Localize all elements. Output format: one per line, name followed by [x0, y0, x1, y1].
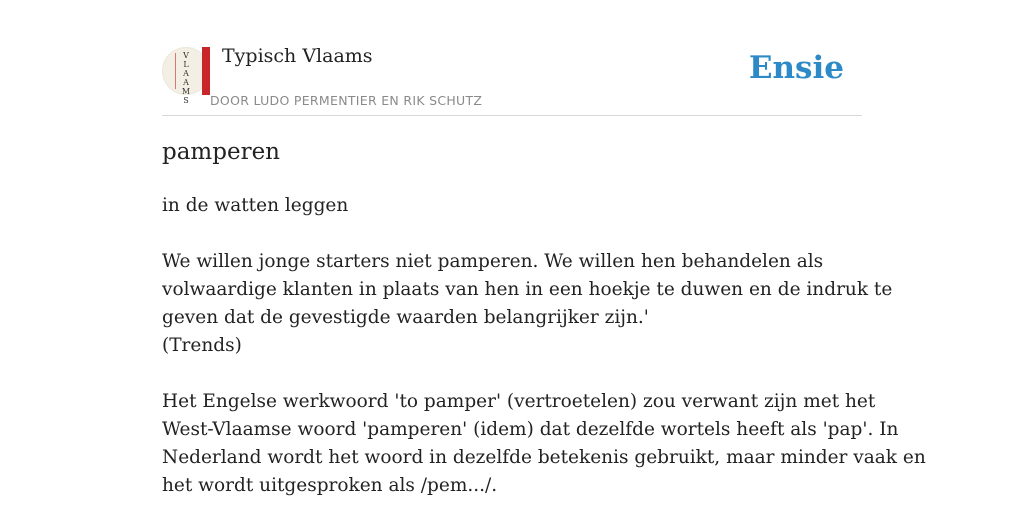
cover-letters: V L A A M S [181, 51, 191, 105]
example-line: volwaardige klanten in plaats van hen in een hoekje te duwen en de indruk te [162, 279, 893, 300]
book-cover-icon[interactable] [162, 47, 210, 105]
cover-red-band [202, 47, 210, 95]
example-source: (Trends) [162, 335, 242, 356]
explanation [162, 388, 926, 500]
definition-text: in de watten leggen [162, 195, 349, 216]
explanation-line: het wordt uitgesproken als /pem.../. [162, 475, 498, 496]
byline: DOOR LUDO PERMENTIER EN RIK SCHUTZ [210, 93, 483, 108]
explanation-line: West-Vlaamse woord 'pamperen' (idem) dat dezelfde wortels heeft als 'pap'. In [162, 419, 899, 440]
example-quote [162, 248, 893, 360]
entry-word: pamperen [162, 139, 280, 165]
entry-content [162, 192, 926, 528]
example-line: geven dat de gevestigde waarden belangrijker zijn.' [162, 307, 649, 328]
cover-stripe [175, 53, 176, 89]
explanation-line: Het Engelse werkwoord 'to pamper' (vertroetelen) zou verwant zijn met het [162, 391, 876, 412]
blog-title[interactable]: Typisch Vlaams [222, 45, 373, 67]
header [162, 40, 862, 116]
example-line: We willen jonge starters niet pamperen. We willen hen behandelen als [162, 251, 824, 272]
definition [162, 192, 862, 220]
ensie-logo[interactable]: Ensie [748, 50, 844, 86]
explanation-line: Nederland wordt het woord in dezelfde betekenis gebruikt, maar minder vaak en [162, 447, 926, 468]
